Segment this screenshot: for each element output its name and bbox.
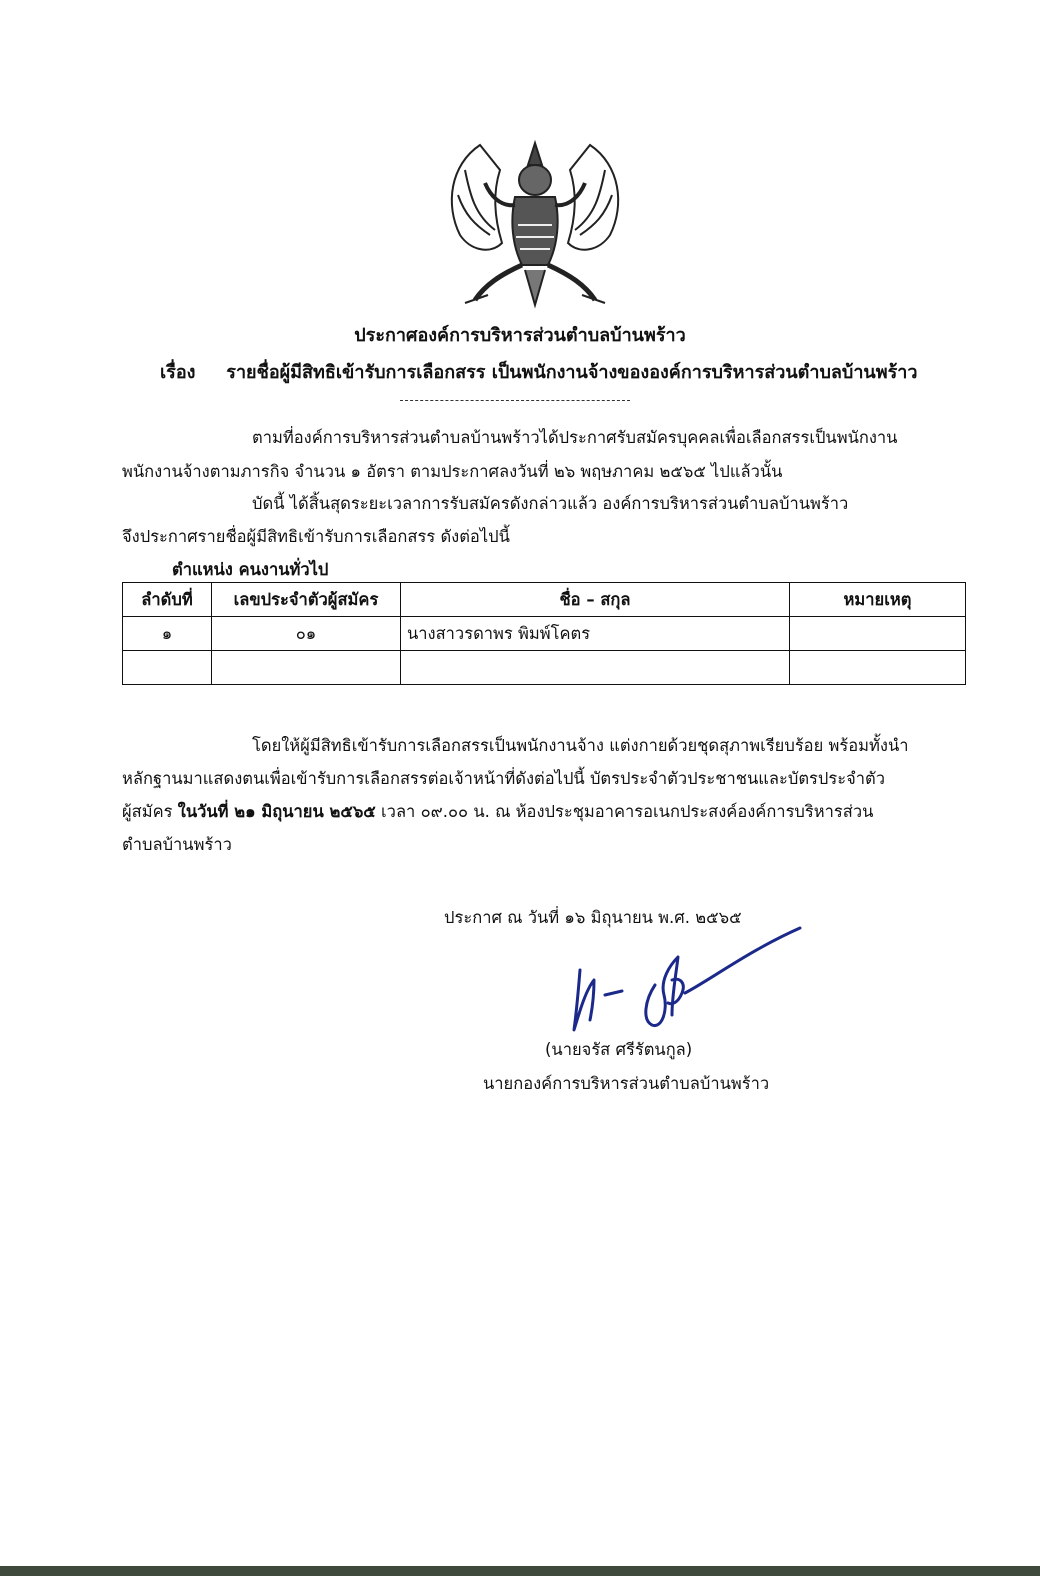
body-para1-line2: พนักงานจ้างตามภารกิจ จำนวน ๑ อัตรา ตามประกาศลงวันที่ ๒๖ พฤษภาคม ๒๕๖๕ ไปแล้วนั้น xyxy=(122,462,783,481)
instructions-line3-start: ผู้สมัคร xyxy=(122,802,178,821)
cell-applicant-no: ๐๑ xyxy=(212,617,401,651)
candidate-table xyxy=(122,582,966,685)
garuda-emblem-icon xyxy=(440,125,630,315)
position-label: ตำแหน่ง คนงานทั่วไป xyxy=(172,560,329,579)
instructions-date-highlight: ในวันที่ ๒๑ มิถุนายน ๒๕๖๕ xyxy=(177,802,376,821)
title-divider xyxy=(400,400,630,401)
body-para1-line1: ตามที่องค์การบริหารส่วนตำบลบ้านพร้าวได้ประกาศรับสมัครบุคคลเพื่อเลือกสรรเป็นพนักงาน xyxy=(252,428,898,447)
cell-remark xyxy=(790,617,966,651)
cell-name xyxy=(401,651,790,685)
col-header-remark: หมายเหตุ xyxy=(790,583,966,617)
signatory-title: นายกองค์การบริหารส่วนตำบลบ้านพร้าว xyxy=(483,1074,770,1093)
col-header-order: ลำดับที่ xyxy=(123,583,212,617)
table-header-row xyxy=(123,583,966,617)
handwritten-signature xyxy=(560,925,810,1045)
body-para2-line2: จึงประกาศรายชื่อผู้มีสิทธิเข้ารับการเลือกสรร ดังต่อไปนี้ xyxy=(122,527,510,546)
table-row xyxy=(123,617,966,651)
cell-name: นางสาวรดาพร พิมพ์โคตร xyxy=(401,617,790,651)
announcement-subject xyxy=(160,357,917,386)
col-header-name: ชื่อ – สกุล xyxy=(401,583,790,617)
table-row xyxy=(123,651,966,685)
subject-label: เรื่อง xyxy=(160,362,196,383)
col-header-applicant-no: เลขประจำตัวผู้สมัคร xyxy=(212,583,401,617)
signatory-name: (นายจรัส ศรีรัตนกูล) xyxy=(545,1040,693,1059)
instructions-line3 xyxy=(122,799,873,825)
announcement-title: ประกาศองค์การบริหารส่วนตำบลบ้านพร้าว xyxy=(354,325,686,346)
instructions-line2: หลักฐานมาแสดงตนเพื่อเข้ารับการเลือกสรรต่อเจ้าหน้าที่ดังต่อไปนี้ บัตรประจำตัวประชาชนและบัตรประจำตัว xyxy=(122,769,886,788)
body-para2-line1: บัดนี้ ได้สิ้นสุดระยะเวลาการรับสมัครดังกล่าวแล้ว องค์การบริหารส่วนตำบลบ้านพร้าว xyxy=(252,494,849,513)
instructions-line1: โดยให้ผู้มีสิทธิเข้ารับการเลือกสรรเป็นพนักงานจ้าง แต่งกายด้วยชุดสุภาพเรียบร้อย พร้อมทั้งนำ xyxy=(252,736,909,755)
scan-bottom-edge xyxy=(0,1566,1040,1576)
cell-remark xyxy=(790,651,966,685)
announce-date: ประกาศ ณ วันที่ ๑๖ มิถุนายน พ.ศ. ๒๕๖๕ xyxy=(444,908,742,927)
instructions-line3-end: เวลา ๐๙.๐๐ น. ณ ห้องประชุมอาคารอเนกประสงค์องค์การบริหารส่วน xyxy=(375,802,874,821)
instructions-line4: ตำบลบ้านพร้าว xyxy=(122,835,232,854)
cell-order xyxy=(123,651,212,685)
cell-order: ๑ xyxy=(123,617,212,651)
cell-applicant-no xyxy=(212,651,401,685)
subject-text: รายชื่อผู้มีสิทธิเข้ารับการเลือกสรร เป็นพนักงานจ้างขององค์การบริหารส่วนตำบลบ้านพร้าว xyxy=(226,362,918,383)
